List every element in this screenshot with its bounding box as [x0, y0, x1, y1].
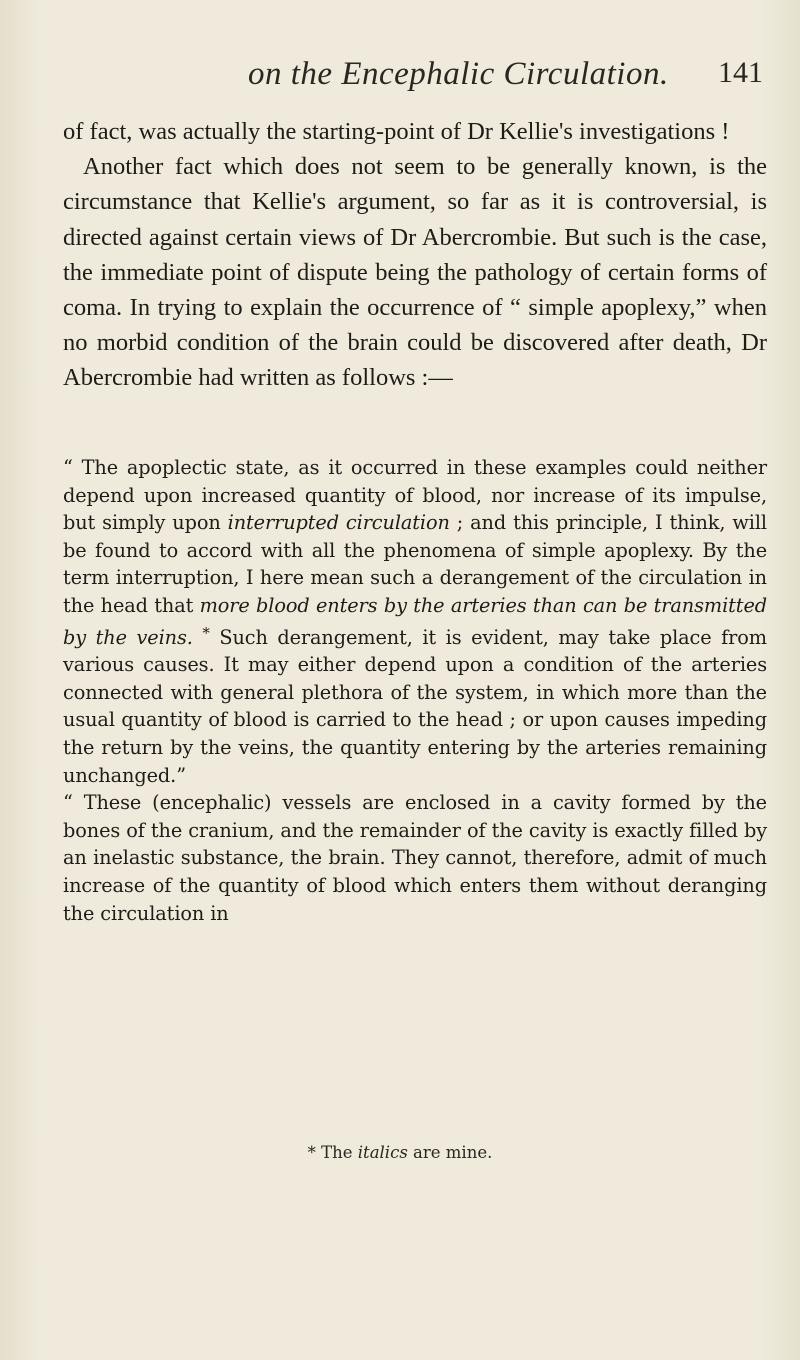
quote-italic-more-blood: more blood enters by the arteries than can be transmitted by the veins. — [63, 593, 767, 649]
page-number: 141 — [718, 56, 763, 89]
paragraph-abercrombie: Another fact which does not seem to be generally known, is the circumstance that Kellie's argument, so far as it is controversial, is directed against certain views of Dr Abercrombie. But such is the case, the immediate point of dispute being the pathology of certain forms of coma. In trying to explain the occurrence of “ simple apoplexy,” when no morbid condition of the brain could be discovered after death, Dr Abercrombie had written as follows :— — [63, 153, 767, 392]
body-text — [63, 114, 767, 396]
footnote-italic: italics — [357, 1143, 408, 1162]
quote-text-c: Such derangement, it is evident, may take place from various causes. It may either depend upon a condition of the arteries connected with general plethora of the system, in which more than the usual quantity of blood is carried to the head ; or upon causes impeding the return by the veins, the quantity entering by the arteries remaining unchanged.” — [63, 625, 767, 787]
quote-paragraph-encephalic: “ These (encephalic) vessels are enclosed in a cavity formed by the bones of the cranium, and the remainder of the cavity is exactly filled by an inelastic substance, the brain. They cannot, therefore, admit of much increase of the quantity of blood which enters them without deranging the circulation in — [63, 791, 767, 925]
footnote-lead: * The — [307, 1143, 358, 1162]
running-head — [248, 56, 763, 96]
footnote-rest: are mine. — [407, 1143, 493, 1162]
paragraph-continuation: of fact, was actually the starting-point of Dr Kellie's investigations ! — [63, 118, 730, 145]
quote-paragraph-apoplectic — [63, 454, 767, 789]
footnote-marker: * — [202, 623, 210, 642]
quote-text-b: ; and this principle, I think, will be found to accord with all the phenomena of simple apoplexy. By the term interruption, I here mean such a derangement of the circulation in the head that — [63, 511, 767, 617]
footnote — [0, 1143, 800, 1162]
block-quote — [63, 454, 767, 927]
quote-italic-interrupted: interrupted circulation — [227, 511, 450, 535]
quote-text-a: “ The apoplectic state, as it occurred in these examples could neither depend upon increased quantity of blood, nor increase of its impulse, but simply upon — [63, 456, 767, 535]
running-title: on the Encephalic Circulation. — [248, 56, 669, 92]
